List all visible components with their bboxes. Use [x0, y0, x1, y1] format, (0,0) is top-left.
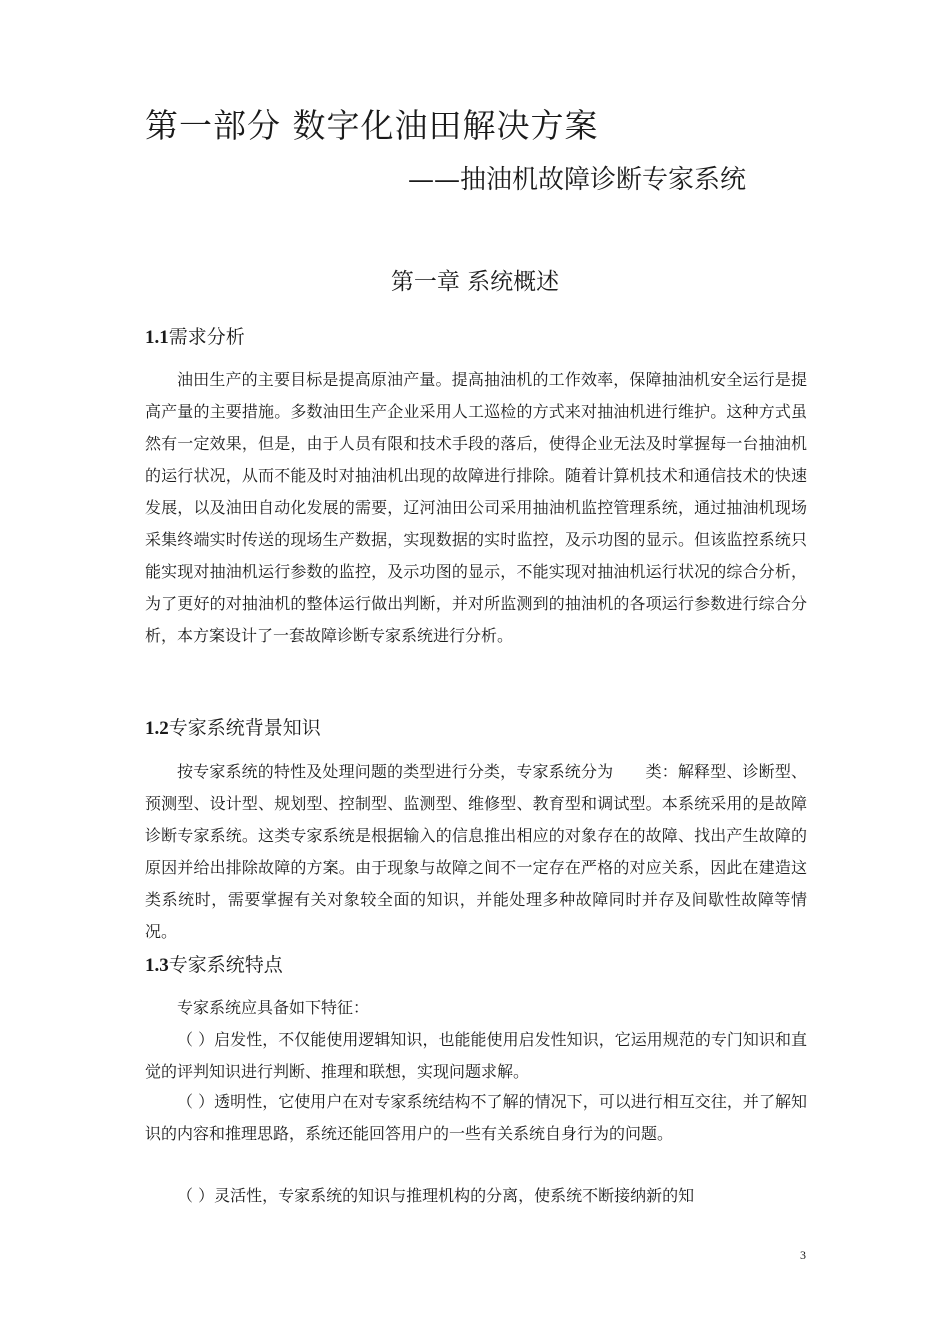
- chapter-title: 第一章 系统概述: [390, 269, 560, 295]
- section-title: 需求分析: [168, 326, 245, 348]
- paragraph: 专家系统应具备如下特征：: [177, 998, 370, 1017]
- section-title: 专家系统特点: [168, 954, 283, 976]
- section-heading-1-2: [145, 713, 321, 744]
- part-subtitle: ——抽油机故障诊断专家系统: [408, 165, 747, 195]
- section-number: 1.3: [145, 955, 169, 976]
- list-item-transparency: （ ）透明性，它使用户在对专家系统结构不了解的情况下，可以进行相互交往，并了解知识的内容和推理思路，系统还能回答用户的一些有关系统自身行为的问题。: [145, 1092, 807, 1143]
- section-title: 专家系统背景知识: [168, 717, 321, 739]
- paragraph: 油田生产的主要目标是提高原油产量。提高抽油机的工作效率，保障抽油机安全运行是提高产量的主要措施。多数油田生产企业采用人工巡检的方式来对抽油机进行维护。这种方式虽然有一定效果，但是，由于人员有限和技术手段的落后，使得企业无法及时掌握每一台抽油机的运行状况，从而不能及时对抽油机出现的故障进行排除。随着计算机技术和通信技术的快速发展，以及油田自动化发展的需要，辽河油田公司采用抽油机监控管理系统，通过抽油机现场采集终端实时传送的现场生产数据，实现数据的实时监控，及示功图的显示。但该监控系统只能实现对抽油机运行参数的监控，及示功图的显示，不能实现对抽油机运行状况的综合分析，为了更好的对抽油机的整体运行做出判断，并对所监测到的抽油机的各项运行参数进行综合分析，本方案设计了一套故障诊断专家系统进行分析。: [145, 370, 807, 645]
- paragraph: 按专家系统的特性及处理问题的类型进行分类，专家系统分为 类：解释型、诊断型、预测型、设计型、规划型、控制型、监测型、维修型、教育型和调试型。本系统采用的是故障诊断专家系统。这类专家系统是根据输入的信息推出相应的对象存在的故障、找出产生故障的原因并给出排除故障的方案。由于现象与故障之间不一定存在严格的对应关系，因此在建造这类系统时，需要掌握有关对象较全面的知识，并能处理多种故障同时并存及间歇性故障等情况。: [145, 762, 807, 941]
- part-title: 第一部分 数字化油田解决方案: [145, 106, 599, 145]
- list-item-heuristic: （ ）启发性，不仅能使用逻辑知识，也能能使用启发性知识，它运用规范的专门知识和直觉的评判知识进行判断、推理和联想，实现问题求解。: [145, 1030, 807, 1081]
- list-item-flexibility: （ ）灵活性，专家系统的知识与推理机构的分离，使系统不断接纳新的知: [177, 1186, 695, 1205]
- section-number: 1.2: [145, 718, 169, 739]
- page-number: 3: [800, 1248, 806, 1262]
- section-number: 1.1: [145, 327, 169, 348]
- section-heading-1-1: [145, 322, 245, 353]
- section-heading-1-3: [145, 950, 283, 981]
